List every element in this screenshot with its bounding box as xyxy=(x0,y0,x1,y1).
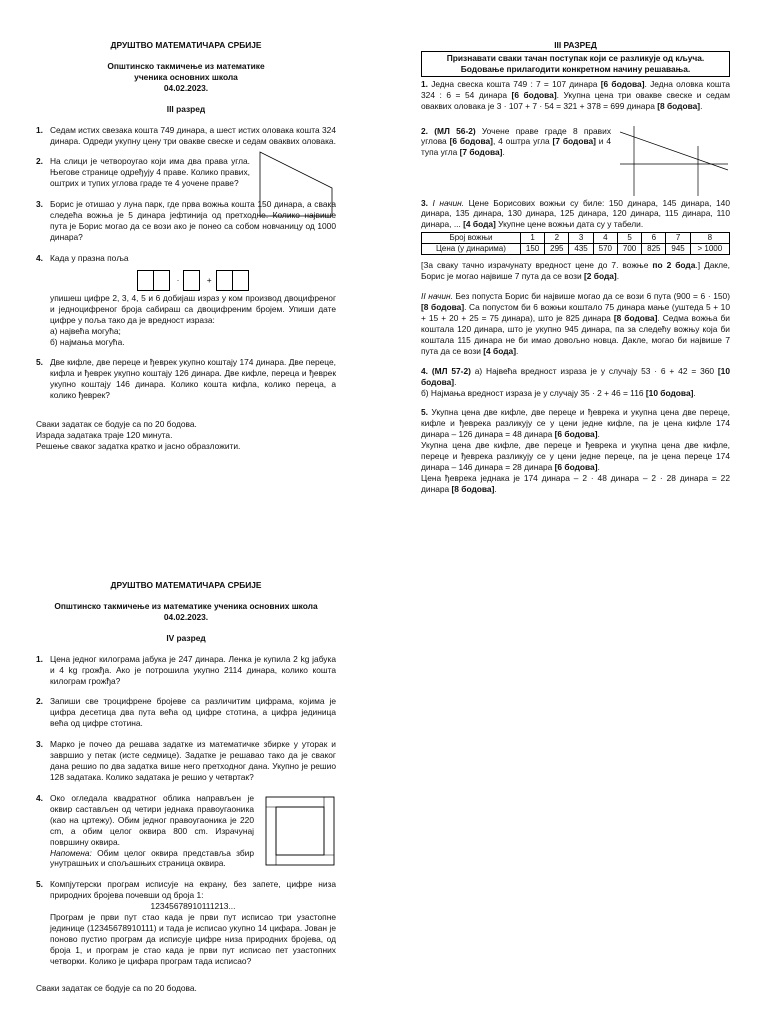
table-row: Цена (у динарима) 150 295 435 570 700 825 945 > 1000 xyxy=(422,244,730,255)
society-title: ДРУШТВО МАТЕМАТИЧАРА СРБИЈЕ xyxy=(110,40,262,50)
table-row: Број вожњи 1 2 3 4 5 6 7 8 xyxy=(422,233,730,244)
answer-2: 2. (МЛ 56-2) Уочене праве граде 8 правих углова [6 бодова], 4 оштра угла [7 бодова] и 4 тупа угла [7 бодова]. xyxy=(421,126,730,198)
answer-5: 5. Укупна цена две кифле, две переце и ђеврека и укупна цена две переце, кифле и ђеврека разликују се у цени једне кифле, па је цена кифле 174 динара – 126 динара = 48 динара [6 бодова]. Укупна цена две кифле, две переце и ђеврека и укупна цена две кифле, переце и ђеврека разликују се у цени једне переце, па је цена переце 174 динара – 146 динара = 28 динара [6 бодова]. Цена ђеврека једнака је 174 динара – 2 · 48 динара – 2 · 28 динара = 22 динара [8 бодова]. xyxy=(421,407,730,494)
task-item: 4. Око огледала квадратног облика направљен је оквир састављен од четири једнака правоугаоника (као на цртежу). Обим једног правоугаоника је 220 cm, а обим целог оквира 800 cm. Израчунај површину оквира. Напомена: Обим целог оквира представља збир унутрашњих и спољашњих страница оквира. xyxy=(36,793,336,869)
rides-price-table xyxy=(421,232,730,255)
answer-4: 4. (МЛ 57-2) а) Највећа вредност израза је у случају 53 · 6 + 42 = 360 [10 бодова]. б) Најмања вредност израза је у случају 35 · 2 + 46 = 116 [10 бодова]. xyxy=(421,365,730,398)
task-item: 1. Цена једног килограма јабука је 247 динара. Ленка је купила 2 kg јабука и 4 kg грожђа. Ако је потрошила укупно 2114 динара, колико кошта килограм грожђа? xyxy=(36,653,336,686)
task-item: 3. Марко је почео да решава задатке из математичке збирке у уторак и завршио у петак (исте седмице). Задатке је решавао тако да је сваког дана решио по два задатка више него претходног дана. Укупно је решио 128 задатака. Колико задатака је решио у четвртак? xyxy=(36,739,336,782)
lines-figure xyxy=(620,126,730,198)
grade-heading: IV разред xyxy=(166,632,206,643)
grade4-tasks-section xyxy=(36,580,336,994)
task-item: 3. Борис је отишао у луна парк, где прва вожња кошта 150 динара, а свака следећа вожња је 5 динара јефтинија од претходне. Колико највише пута је Борис могао да се вози ако је понео са собом новчаницу од 1000 динара? xyxy=(36,199,336,242)
society-title: ДРУШТВО МАТЕМАТИЧАРА СРБИЈЕ xyxy=(110,580,262,590)
answer-3: 3. I начин. Цене Борисових вожњи су биле: 150 динара, 145 динара, 140 динара, 135 динара, 130 динара, 125 динара, 120 динара, 115 динара, 110 динара, ... [4 бода] Укупне цене вожњи дата су у табели. xyxy=(421,197,730,230)
task-item: 4. Када у празна поља · + упишеш цифре 2, 3, 4, 5 и 6 добијаш израз у ком производ двоцифреног и једноцифреног броја сабираш са двоцифреним бројем. Упиши дате цифре у поља тако да је вредност израза: а) највећа могућа; б) најмања могућа. xyxy=(36,252,336,347)
grade3-tasks-section xyxy=(36,40,336,452)
task-item: 2. Запиши све троцифрене бројеве са различитим цифрама, којима је цифра десетица два пута већа од цифре стотина, а цифра јединица већа од цифре стотина. xyxy=(36,696,336,729)
task-list xyxy=(36,125,336,402)
answer-1: 1. Једна свеска кошта 749 : 7 = 107 динара [6 бодова]. Једна оловка кошта 324 : 6 = 54 динара [6 бодова]. Укупна цена три овакве свеске и седам оваквих оловака је 3 · 107 + 7 · 54 = 321 + 378 = 699 динара [8 бодова]. xyxy=(421,78,730,111)
competition-date: 04.02.2023. xyxy=(163,82,209,93)
square-frame-figure xyxy=(264,795,336,867)
grade3-solutions-section xyxy=(421,40,730,504)
rules-footer: Сваки задатак се бодује са по 20 бодова. Израда задатака траје 120 минута. Решење сваког задатка кратко и јасно образложити. xyxy=(36,419,241,451)
competition-title-line2: ученика основних школа xyxy=(134,71,238,82)
task-item: 1. Седам истих свезака кошта 749 динара, а шест истих оловака кошта 324 динара. Одреди укупну цену три овакве свеске и седам оваквих оловака. xyxy=(36,124,336,146)
task-list xyxy=(36,654,336,967)
competition-title: Општинско такмичење из математике ученика основних школа xyxy=(54,600,318,611)
grade-heading: III разред xyxy=(166,103,206,114)
rules-footer: Сваки задатак се бодује са по 20 бодова. xyxy=(36,982,197,993)
answer-3-method2: II начин. Без попуста Борис би највише могао да се вози 6 пута (900 = 6 · 150) [8 бодова]. Са попустом би 6 вожњи коштало 75 динара мање (уштеда 5 + 10 + 15 + 20 + 25 = 75 динара), што је 825 динара [8 бодова]. Седма вожња би коштала 120 динара, што је укупно 945 динара, па за следећу вожњу која би коштала 115 динара не би имао довољно новца. Дакле, могао би највише 7 пута да се вози [4 бода]. xyxy=(421,291,730,356)
solutions-grade-heading: III РАЗРЕД xyxy=(554,40,597,50)
digit-boxes-figure: · + xyxy=(50,270,336,291)
task-item: 5. Две кифле, две переце и ђеврек укупно коштају 174 динара. Две переце, кифла и ђеврек укупно коштају 126 динара. Две кифле, переца и ђеврек укупно коштају 146 динара. Колико кошта кифла, колико переца, а колико ђеврек? xyxy=(36,357,336,401)
scoring-key-box: Признавати сваки тачан поступак који се разликује од кључа. Бодовање прилагодити конкретном начину решавања. xyxy=(421,51,730,77)
task-item: 2. На слици је четвороугао који има два права угла. Његове странице одређују 4 праве. Колико правих, оштрих и тупих углова граде те 4 уочене праве? xyxy=(36,156,336,189)
quadrilateral-figure xyxy=(256,150,336,220)
competition-title-line1: Општинско такмичење из математике xyxy=(107,60,265,71)
answer-3-conclusion: [За сваку тачно израчунату вредност цене до 7. вожње по 2 бода.] Дакле, Борис је могао највише 7 пута да се вози [2 бода]. xyxy=(421,260,730,282)
competition-date: 04.02.2023. xyxy=(163,611,209,622)
task-item: 5. Компјутерски програм исписује на екрану, без запете, цифре низа природних бројева почевши од броја 1: 12345678910111213... Програм је први пут стао када је први пут исписао три узастопне јединице (12345678910111) и тада је исписао укупно 14 цифара. Јован је поново пустио програм да исписује цифре низа природних бројева, од броја 1, и програм је стао када је први пут исписао пет узастопних четворки. Колико је цифара програм тада исписао? xyxy=(36,879,336,966)
